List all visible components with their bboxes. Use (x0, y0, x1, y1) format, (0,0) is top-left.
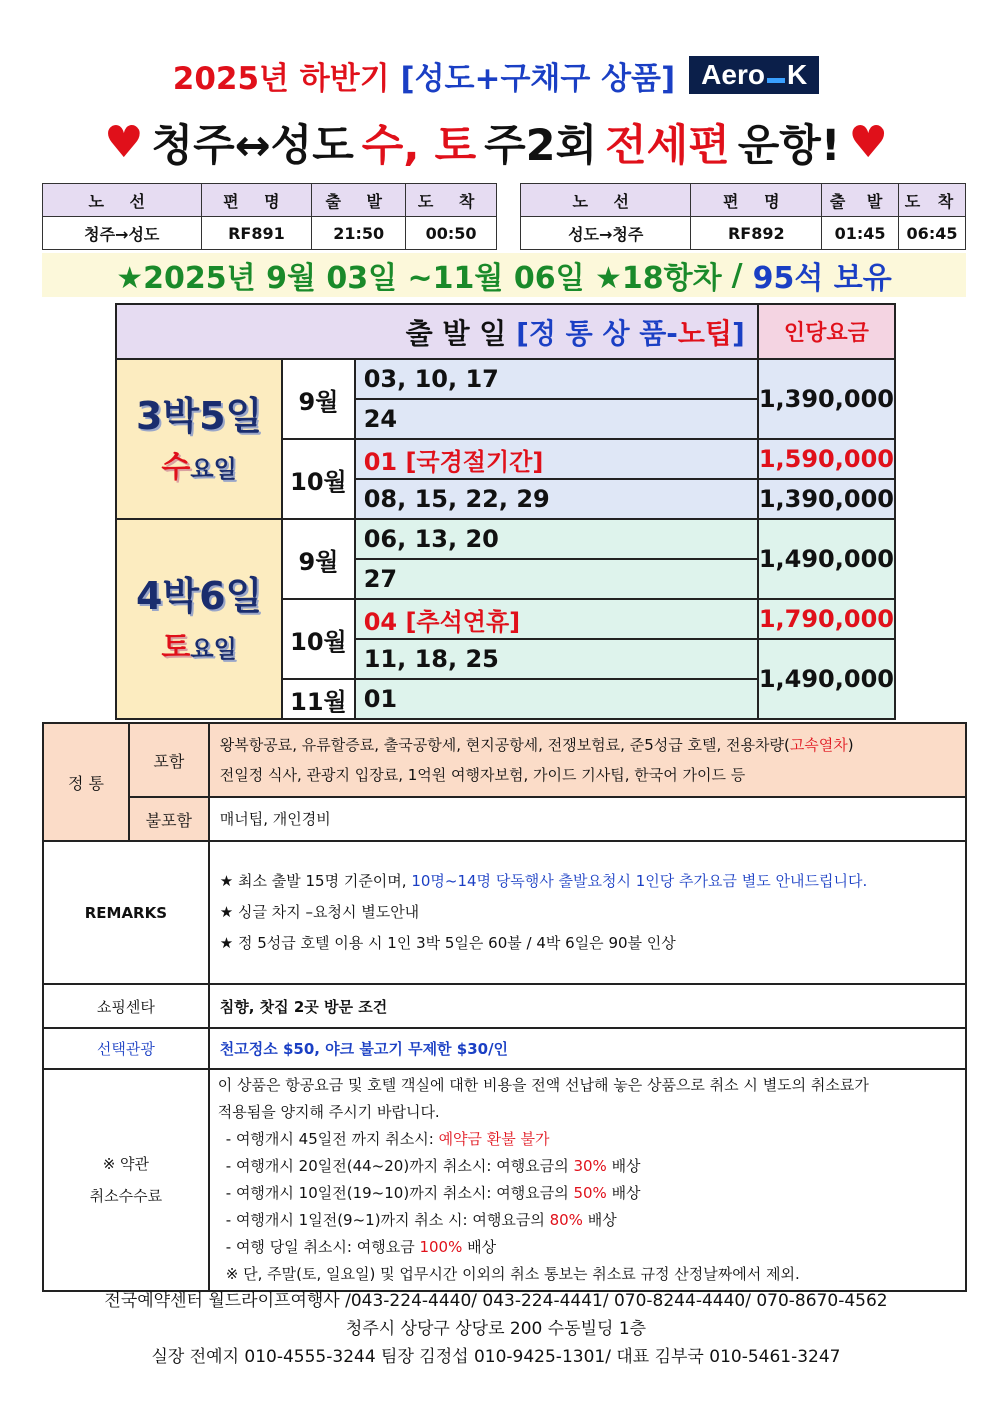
cancel-rule-3-end: 배상 (606, 1184, 641, 1202)
title-prefix: 2025년 하반기 (172, 60, 401, 97)
col-arr: 도 착 (406, 184, 497, 217)
ret-route: 성도→청주 (521, 217, 691, 250)
group-4n6d (116, 519, 282, 719)
title-product: [성도+구채구 상품] (400, 60, 676, 97)
period-seats: 95석 보유 (752, 261, 892, 296)
headline-route: 청주↔성도 (151, 120, 354, 171)
dates-header (116, 304, 758, 359)
col-flight: 편 명 (691, 184, 822, 217)
group1-nights: 3박5일 (135, 394, 263, 438)
cancel-note: ※ 단, 주말(토, 일요일) 및 업무시간 이외의 취소 통보는 취소료 규정 산정날짜에서 제외. (225, 1265, 800, 1283)
cancel-rule-5-red: 100% (419, 1238, 463, 1256)
ret-dep: 01:45 (822, 217, 899, 250)
group2-day: 토 (161, 630, 191, 665)
include-red: 고속열차 (789, 736, 848, 754)
cancel-rule-1-red: 예약금 환불 불가 (438, 1130, 550, 1148)
month-label: 9월 (282, 359, 354, 439)
include-line-2: 전일정 식사, 관광지 입장료, 1억원 여행자보험, 가이드 기사팁, 한국어 가이드 등 (219, 766, 746, 784)
cancel-rule-2-end: 배상 (606, 1157, 641, 1175)
cancel-rule-4-end: 배상 (582, 1211, 617, 1229)
cancel-rule-3: - 여행개시 10일전(19~10)까지 취소시: 여행요금의 (225, 1184, 574, 1202)
cancel-rule-5-end: 배상 (462, 1238, 497, 1256)
tier-label: 정 통 (43, 723, 129, 841)
month-label: 10월 (282, 439, 354, 519)
col-arr: 도 착 (899, 184, 966, 217)
date-row-special: 04 [추석연휴] (355, 599, 758, 639)
remark-2: ★ 싱글 차지 –요청시 별도안내 (219, 903, 420, 921)
group2-day-suffix: 요일 (190, 635, 237, 663)
month-label: 9월 (282, 519, 354, 599)
headline-freq: 주2회 (484, 120, 598, 171)
month-label: 10월 (282, 599, 354, 679)
logo-right: K (786, 59, 808, 90)
col-flight: 편 명 (201, 184, 312, 217)
shop-text: 침향, 찻집 2곳 방문 조건 (209, 984, 966, 1028)
cancel-rule-3-red: 50% (573, 1184, 607, 1202)
cancel-rule-5: - 여행 당일 취소시: 여행요금 (225, 1238, 420, 1256)
footer (0, 1287, 992, 1371)
footer-line-1: 전국예약센터 월드라이프여행사 /043-224-4440/ 043-224-4441/ 070-8244-4440/ 070-8670-4562 (104, 1291, 888, 1311)
col-dep: 출 발 (312, 184, 406, 217)
departure-dates-table (115, 303, 896, 720)
date-row: 27 (355, 559, 758, 599)
header-c: 노팁 (677, 316, 733, 350)
ret-flight: RF892 (691, 217, 822, 250)
cancel-rule-4: - 여행개시 1일전(9~1)까지 취소 시: 여행요금의 (225, 1211, 550, 1229)
ret-arr: 06:45 (899, 217, 966, 250)
date-row: 06, 13, 20 (355, 519, 758, 559)
period-banner (42, 253, 966, 297)
col-dep: 출 발 (822, 184, 899, 217)
include-line-1: 왕복항공료, 유류할증료, 출국공항세, 현지공항세, 전쟁보험료, 준5성급 호텔, 전용차량( (219, 736, 790, 754)
cancel-intro-1: 이 상품은 항공요금 및 호텔 객실에 대한 비용을 전액 선납해 놓은 상품으로 취소 시 별도의 취소료가 (217, 1076, 869, 1094)
group2-nights: 4박6일 (135, 574, 263, 618)
info-table (42, 722, 967, 1292)
date-row: 01 (355, 679, 758, 719)
heart-icon: ♥ (848, 116, 888, 168)
remark-3: ★ 정 5성급 호텔 이용 시 1인 3박 5일은 60불 / 4박 6일은 90불 인상 (219, 934, 676, 952)
shop-label: 쇼핑센타 (43, 984, 209, 1028)
include-text (209, 723, 966, 797)
out-arr: 00:50 (406, 217, 497, 250)
cancel-text (209, 1069, 966, 1291)
date-row: 24 (355, 399, 758, 439)
cancel-rule-2: - 여행개시 20일전(44~20)까지 취소시: 여행요금의 (225, 1157, 574, 1175)
cancel-rule-1: - 여행개시 45일전 까지 취소시: (225, 1130, 439, 1148)
month-label: 11월 (282, 679, 354, 719)
exclude-label: 불포함 (129, 797, 209, 841)
cancel-rule-2-red: 30% (573, 1157, 607, 1175)
include-label: 포함 (129, 723, 209, 797)
period-sep: / (731, 257, 743, 293)
remarks-label: REMARKS (43, 841, 209, 984)
exclude-text: 매너팁, 개인경비 (209, 797, 966, 841)
headline-charter: 전세편 (605, 120, 730, 171)
cancel-label-2: 취소수수료 (89, 1187, 163, 1205)
cancel-label (43, 1069, 209, 1291)
cancel-label-1: ※ 약관 (102, 1155, 150, 1173)
price-cell: 1,390,000 (758, 359, 895, 439)
price-cell-special: 1,590,000 (758, 439, 895, 479)
heart-icon: ♥ (104, 116, 144, 168)
headline-run: 운항! (737, 120, 841, 171)
headline-days: 수, 토 (361, 120, 477, 171)
date-row: 03, 10, 17 (355, 359, 758, 399)
price-cell: 1,390,000 (758, 479, 895, 519)
headline (0, 112, 992, 172)
period-text: ★2025년 9월 03일 ~11월 06일 ★18항차 (116, 261, 722, 296)
out-route: 청주→성도 (43, 217, 202, 250)
col-route: 노 선 (43, 184, 202, 217)
group-3n5d (116, 359, 282, 519)
header-a: 출 발 일 (405, 316, 517, 350)
price-cell: 1,490,000 (758, 639, 895, 719)
remarks-text (209, 841, 966, 984)
page-title (173, 53, 675, 98)
title-row (0, 50, 992, 100)
group1-day-suffix: 요일 (190, 455, 237, 483)
outbound-flight-table (42, 183, 497, 250)
footer-line-2: 청주시 상당구 상당로 200 수동빌딩 1층 (345, 1319, 647, 1339)
date-row-special: 01 [국경절기간] (355, 439, 758, 479)
group1-day: 수 (161, 450, 191, 485)
header-b: [정 통 상 품- (516, 316, 678, 350)
col-route: 노 선 (521, 184, 691, 217)
price-header: 인당요금 (758, 304, 895, 359)
price-cell-special: 1,790,000 (758, 599, 895, 639)
header-d: ] (732, 316, 745, 350)
out-dep: 21:50 (312, 217, 406, 250)
logo-left: Aero (701, 59, 765, 90)
remark-1a: ★ 최소 출발 15명 기준이며, (219, 872, 412, 890)
option-label: 선택관광 (43, 1028, 209, 1069)
option-text: 천고정소 $50, 야크 불고기 무제한 $30/인 (209, 1028, 966, 1069)
remark-1b: 10명~14명 당독행사 출발요청시 1인당 추가요금 별도 안내드립니다. (411, 872, 868, 890)
date-row: 11, 18, 25 (355, 639, 758, 679)
date-row: 08, 15, 22, 29 (355, 479, 758, 519)
price-cell: 1,490,000 (758, 519, 895, 599)
footer-line-3: 실장 전예지 010-4555-3244 팀장 김정섭 010-9425-1301/ 대표 김부국 010-5461-3247 (151, 1347, 841, 1367)
aerok-logo (689, 56, 819, 94)
include-line-1-end: ) (847, 736, 854, 754)
cancel-intro-2: 적용됨을 양지해 주시기 바랍니다. (217, 1103, 440, 1121)
return-flight-table (520, 183, 966, 250)
cancel-rule-4-red: 80% (549, 1211, 583, 1229)
out-flight: RF891 (201, 217, 312, 250)
